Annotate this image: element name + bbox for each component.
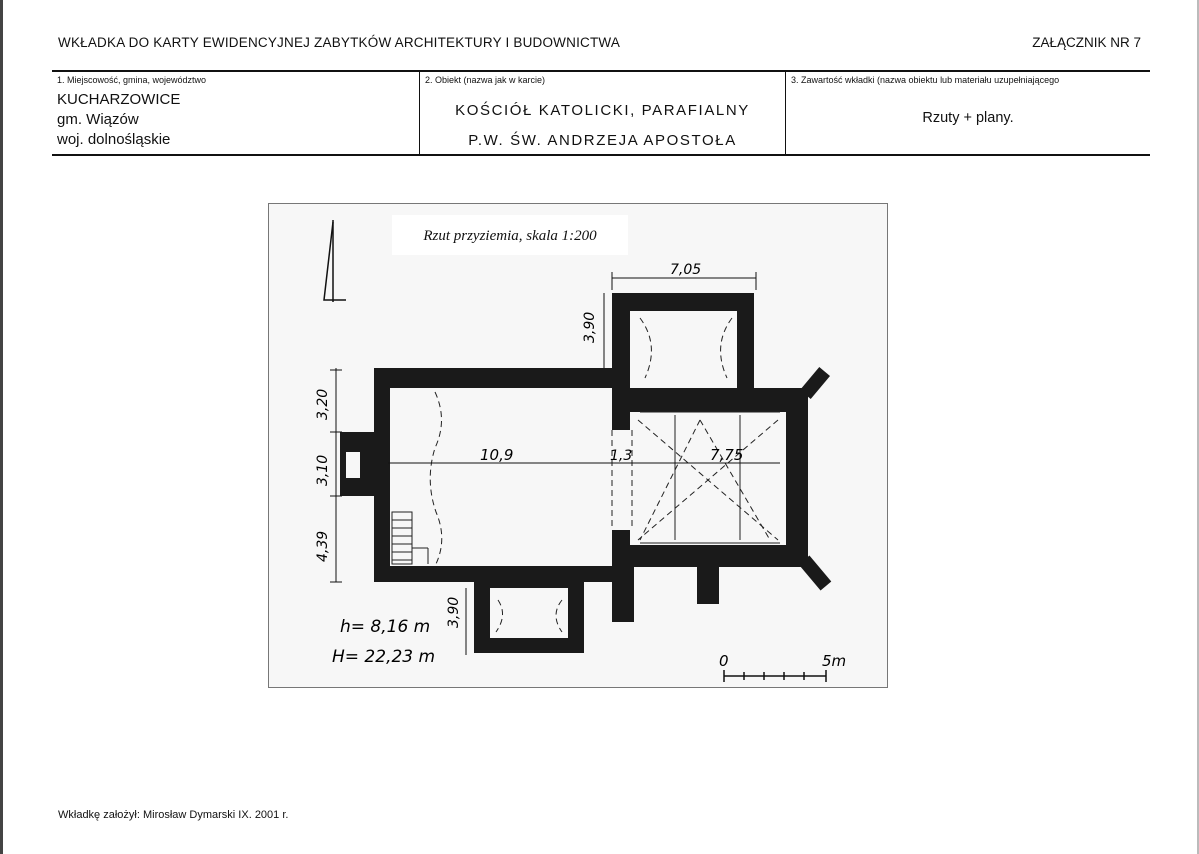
- annex-number: ZAŁĄCZNIK NR 7: [1032, 35, 1141, 50]
- walls: [340, 293, 831, 653]
- contents-value: Rzuty + plany.: [922, 110, 1014, 126]
- thin-lines: [392, 412, 780, 564]
- document-title: WKŁADKA DO KARTY EWIDENCYJNEJ ZABYTKÓW ARCHITEKTURY I BUDOWNICTWA: [58, 35, 621, 50]
- location-label: 1. Miejscowość, gmina, województwo: [57, 75, 207, 85]
- scale-bar: [724, 670, 826, 682]
- dim-left-top: 3,20: [315, 388, 331, 420]
- dim-annex-depth: 3,90: [446, 596, 462, 628]
- voivodeship-name: woj. dolnośląskie: [57, 131, 171, 148]
- author-note: Wkładkę założył: Mirosław Dymarski IX. 2001 r.: [58, 809, 289, 821]
- plan-caption: Rzut przyziemia, skala 1:200: [423, 228, 597, 244]
- dim-tower-width: 7,05: [670, 262, 702, 278]
- object-label: 2. Obiekt (nazwa jak w karcie): [425, 75, 546, 85]
- contents-label: 3. Zawartość wkładki (nazwa obiektu lub materiału uzupełniającego: [791, 75, 1060, 85]
- dim-nave-length: 10,9: [480, 446, 514, 464]
- height-H: H= 22,23 m: [332, 647, 436, 667]
- object-name-line2: P.W. ŚW. ANDRZEJA APOSTOŁA: [468, 132, 737, 149]
- scale-five: 5m: [822, 652, 847, 670]
- height-h: h= 8,16 m: [340, 617, 431, 637]
- dim-chancel-length: 7,75: [710, 446, 744, 464]
- commune-name: gm. Wiązów: [57, 111, 139, 128]
- north-arrow-icon: [324, 220, 346, 302]
- object-name-line1: KOŚCIÓŁ KATOLICKI, PARAFIALNY: [455, 102, 750, 119]
- scale-zero: 0: [719, 652, 729, 670]
- dim-left-bottom: 4,39: [315, 530, 331, 562]
- town-name: KUCHARZOWICE: [57, 91, 181, 108]
- dim-wall: 1,3: [610, 448, 633, 464]
- dim-left-mid: 3,10: [315, 454, 331, 486]
- dim-tower-depth: 3,90: [582, 311, 598, 343]
